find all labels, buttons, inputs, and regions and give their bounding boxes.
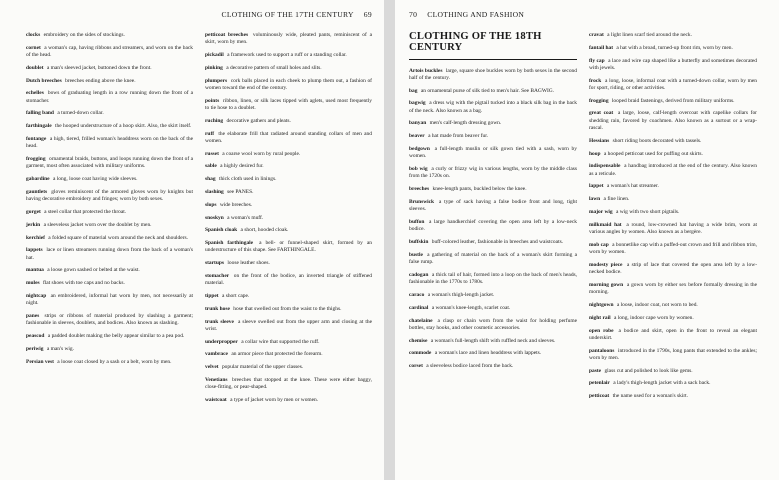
glossary-entry xyxy=(409,120,577,127)
glossary-term: cravat xyxy=(589,32,604,38)
glossary-entry xyxy=(589,302,757,309)
glossary-definition: looped braid fastenings, derived from military uniforms. xyxy=(611,97,735,104)
glossary-definition: a round, low-crowned hat having a wide brim, worn at various angles by women. Also known as a bergère. xyxy=(589,221,757,236)
glossary-entry xyxy=(205,227,372,234)
glossary-definition: loose leather shoes. xyxy=(227,260,270,267)
glossary-term: Spanish farthingale xyxy=(205,240,254,247)
glossary-entry xyxy=(589,110,757,132)
glossary-entry xyxy=(26,247,193,262)
glossary-definition: a framework used to support a ruff or a standing collar. xyxy=(227,52,347,59)
glossary-definition: a coarse wool worn by rural people. xyxy=(222,150,301,157)
glossary-entry xyxy=(409,305,577,312)
glossary-definition: large, square shoe buckles worn by both sexes in the second half of the century. xyxy=(409,67,577,81)
glossary-term: velvet xyxy=(205,364,219,371)
glossary-entry xyxy=(205,306,372,313)
glossary-term: open robe xyxy=(589,327,614,334)
glossary-entry xyxy=(409,199,577,214)
glossary-term: startups xyxy=(205,260,225,267)
glossary-definition: a lady's thigh-length jacket with a sack back. xyxy=(613,380,711,387)
glossary-entry xyxy=(409,239,577,246)
glossary-definition: a strip of lace that covered the open area left by a low-necked bodice. xyxy=(589,261,757,276)
glossary-entry xyxy=(205,273,372,288)
glossary-definition: a gathering of material on the back of a woman's skirt forming a false rump. xyxy=(409,251,577,266)
glossary-definition: the hooped understructure of a hoop skirt. Also, the skirt itself. xyxy=(55,123,192,130)
glossary-entry xyxy=(26,156,193,171)
glossary-entry xyxy=(205,377,372,392)
glossary-definition: a woman's cap, having ribbons and streamers, and worn on the back of the head. xyxy=(26,44,193,59)
glossary-term: nightgown xyxy=(589,302,614,308)
glossary-definition: a hooped petticoat used for puffing out skirts. xyxy=(603,150,703,157)
page-number: 69 xyxy=(363,10,372,19)
glossary-definition: a sleeveless bodice laced from the back. xyxy=(426,363,514,370)
glossary-term: Artois buckles xyxy=(409,67,443,74)
left-page xyxy=(0,0,384,480)
glossary-term: slashing xyxy=(205,188,224,195)
glossary-entry xyxy=(409,272,577,287)
glossary-entry xyxy=(26,32,193,39)
glossary-entry xyxy=(26,78,193,85)
glossary-term: underpropper xyxy=(205,338,238,345)
glossary-entry xyxy=(205,319,372,334)
glossary-definition: gloves reminiscent of the armored gloves worn by knights but having decorative embroidery and fringes; worn by both sexes. xyxy=(26,188,193,203)
glossary-entry xyxy=(205,163,372,170)
glossary-definition: a long, loose coat having wide sleeves. xyxy=(52,176,138,183)
glossary-definition: a man's wig. xyxy=(46,345,74,352)
glossary-term: gauntlets xyxy=(26,188,48,195)
glossary-entry xyxy=(26,222,193,229)
glossary-term: banyan xyxy=(409,120,427,127)
glossary-definition: breeches that stopped at the knee. These were either baggy, close-fitting, or pear-shaped. xyxy=(205,377,373,391)
glossary-entry xyxy=(205,176,372,183)
glossary-definition: decorative gathers and pleats. xyxy=(226,117,291,124)
glossary-definition: ornamental braids, buttons, and loops running down the front of a garment, most often associated with military uniforms. xyxy=(26,156,194,170)
glossary-definition: knee-length pants, buckled below the knee. xyxy=(432,186,527,193)
glossary-definition: a type of jacket worn by men or women. xyxy=(230,397,319,404)
glossary-term: Venetians xyxy=(205,377,228,384)
glossary-definition: a woman's hat streamer. xyxy=(606,183,659,190)
glossary-definition: an ornamental purse of silk tied to men's hair. See BAGWIG. xyxy=(420,87,555,94)
glossary-entry xyxy=(205,151,372,158)
glossary-entry xyxy=(26,359,193,366)
glossary-definition: hose that swelled out from the waist to the thighs. xyxy=(233,305,342,312)
glossary-term: panes xyxy=(26,313,40,320)
glossary-entry xyxy=(26,176,193,183)
glossary-definition: on the front of the bodice, an inverted triangle of stiffened material. xyxy=(205,273,373,287)
glossary-definition: a large, loose, calf-length overcoat with capelike collars for shedding rain, favored by coachmen. Also known as a surtout or a wrap-rascal. xyxy=(589,110,757,131)
glossary-term: indispensable xyxy=(589,163,621,170)
glossary-entry xyxy=(205,260,372,267)
glossary-term: frogging xyxy=(26,156,46,163)
glossary-entry xyxy=(26,293,193,308)
glossary-term: Hessians xyxy=(589,137,610,144)
glossary-term: cadogan xyxy=(409,271,429,278)
glossary-definition: a long, loose, informal coat with a turned-down collar, worn by men for sport, riding, or other activities. xyxy=(589,77,758,91)
glossary-definition: strips or ribbons of material produced by slashing a garment; fashionable in sleeves, doublets, and bodices. Also known as slashing. xyxy=(26,313,194,327)
glossary-term: trunk sleeve xyxy=(205,318,234,325)
chapter-title-line: CLOTHING OF THE 18TH xyxy=(409,31,542,42)
glossary-entry xyxy=(26,313,193,328)
glossary-term: snoskyn xyxy=(205,214,224,221)
glossary-term: petticoat breeches xyxy=(205,32,249,38)
running-head xyxy=(26,10,372,24)
glossary-term: periwig xyxy=(26,345,44,352)
glossary-entry xyxy=(409,88,577,95)
glossary-definition: a type of sack having a false bodice front and long, tight sleeves. xyxy=(409,198,577,213)
glossary-columns xyxy=(409,32,757,406)
glossary-definition: a large handkerchief covering the open area left by a low-neck bodice. xyxy=(409,219,578,233)
glossary-term: clocks xyxy=(26,32,41,38)
glossary-term: bob wig xyxy=(409,166,428,173)
glossary-term: bag xyxy=(409,87,418,94)
glossary-entry xyxy=(205,131,372,146)
glossary-entry xyxy=(26,346,193,353)
glossary-entry xyxy=(589,348,757,363)
glossary-definition: the elaborate frill that radiated around standing collars of men and women. xyxy=(205,130,372,144)
running-head-title: CLOTHING OF THE 17TH CENTURY xyxy=(221,10,354,19)
glossary-entry xyxy=(409,363,577,370)
glossary-term: bustle xyxy=(409,251,423,258)
glossary-term: hoop xyxy=(589,150,601,157)
glossary-entry xyxy=(26,65,193,72)
glossary-definition: a collar wire that supported the ruff. xyxy=(241,338,320,345)
glossary-term: night rail xyxy=(589,314,611,321)
glossary-entry xyxy=(589,45,757,52)
glossary-term: jerkin xyxy=(26,221,41,228)
glossary-definition: wide breeches. xyxy=(219,201,253,208)
glossary-term: fontange xyxy=(26,136,47,143)
glossary-definition: a hat made from beaver fur. xyxy=(428,133,489,140)
glossary-definition: cork balls placed in each cheek to plump them out, a fashion of women toward the end of the century. xyxy=(205,77,372,91)
glossary-term: gorget xyxy=(26,209,41,216)
glossary-definition: an armor piece that protected the forearm. xyxy=(231,351,323,358)
glossary-term: ruching xyxy=(205,117,224,124)
glossary-definition: a wig with two short pigtails. xyxy=(615,209,680,216)
glossary-term: cornet xyxy=(26,44,41,51)
glossary-entry xyxy=(205,215,372,222)
glossary-term: waistcoat xyxy=(205,397,227,404)
glossary-definition: a woman's thigh-length jacket. xyxy=(427,291,495,298)
running-head xyxy=(409,10,757,24)
glossary-term: fly cap xyxy=(589,57,605,64)
glossary-definition: a curly or frizzy wig in various lengths, worn by the middle class from the 1720s on. xyxy=(409,166,578,180)
glossary-term: Brunswick xyxy=(409,198,435,205)
glossary-term: modesty piece xyxy=(589,261,623,268)
glossary-definition: a gown worn by either sex before formally dressing in the morning. xyxy=(589,281,758,296)
glossary-definition: a highly desired fur. xyxy=(220,163,264,170)
glossary-term: corset xyxy=(409,363,423,370)
glossary-definition: a woman's lace and linen headdress with lappets. xyxy=(434,350,542,357)
glossary-entry xyxy=(589,196,757,203)
glossary-definition: a folded square of material worn around the neck and shoulders. xyxy=(48,234,188,241)
glossary-entry xyxy=(26,235,193,242)
glossary-term: gabardine xyxy=(26,176,50,183)
glossary-entry xyxy=(26,110,193,117)
glossary-entry xyxy=(589,151,757,158)
glossary-entry xyxy=(589,282,757,297)
glossary-term: falling band xyxy=(26,110,54,117)
glossary-entry xyxy=(409,166,577,181)
glossary-definition: see PANES. xyxy=(227,188,254,195)
glossary-definition: short riding boots decorated with tassels. xyxy=(612,137,702,144)
glossary-term: caraco xyxy=(409,291,425,298)
title-rule xyxy=(409,59,577,60)
glossary-term: points xyxy=(205,97,220,104)
glossary-term: mules xyxy=(26,280,40,287)
glossary-definition: thick cloth used in linings. xyxy=(218,176,277,183)
glossary-entry xyxy=(409,68,577,83)
glossary-definition: a woman's knee-length, scarlet coat. xyxy=(431,304,511,311)
glossary-definition: a loose, indoor coat, not worn to bed. xyxy=(616,302,698,308)
glossary-term: Persian vest xyxy=(26,358,54,365)
glossary-definition: embroidery on the sides of stockings. xyxy=(43,32,125,38)
glossary-entry xyxy=(409,292,577,299)
glossary-entry xyxy=(205,351,372,358)
glossary-term: lappet xyxy=(589,183,604,190)
glossary-term: chemise xyxy=(409,337,428,344)
glossary-entry xyxy=(409,219,577,234)
glossary-definition: a long, indoor cape worn by women. xyxy=(613,314,694,321)
glossary-definition: a decorative pattern of small holes and slits. xyxy=(226,64,322,71)
glossary-term: pinking xyxy=(205,64,223,71)
glossary-entry xyxy=(205,240,372,255)
glossary-term: cardinal xyxy=(409,304,429,311)
glossary-entry xyxy=(205,189,372,196)
glossary-entry xyxy=(205,202,372,209)
glossary-entry xyxy=(409,252,577,267)
glossary-term: fantail hat xyxy=(589,44,614,51)
glossary-entry xyxy=(589,328,757,343)
glossary-term: farthingale xyxy=(26,123,52,130)
glossary-term: ruff xyxy=(205,130,215,137)
glossary-entry xyxy=(589,209,757,216)
glossary-entry xyxy=(589,183,757,190)
glossary-term: paste xyxy=(589,367,602,374)
glossary-entry xyxy=(205,52,372,59)
glossary-definition: a bell- or funnel-shaped skirt, formed by an understructure of this shape. See FARTHINGALE. xyxy=(205,240,372,254)
glossary-entry xyxy=(589,393,757,400)
glossary-entry xyxy=(589,368,757,375)
right-page xyxy=(395,0,779,480)
glossary-term: slops xyxy=(205,201,217,208)
glossary-term: trunk hose xyxy=(205,305,230,312)
glossary-definition: a fine linen. xyxy=(603,196,630,203)
glossary-definition: buff-colored leather, fashionable in breeches and waistcoats. xyxy=(431,239,564,246)
glossary-entry xyxy=(589,98,757,105)
glossary-entry xyxy=(205,65,372,72)
glossary-definition: voluminously wide, pleated pants, reminiscent of a skirt, worn by men. xyxy=(205,32,372,46)
page-number: 70 xyxy=(409,10,418,19)
glossary-entry xyxy=(409,100,577,115)
glossary-definition: a woman's full-length shift with ruffled neck and sleeves. xyxy=(430,337,556,344)
glossary-entry xyxy=(409,186,577,193)
glossary-term: Spanish cloak xyxy=(205,227,238,234)
glossary-definition: a sleeveless jacket worn over the doublet by men. xyxy=(43,221,152,228)
glossary-definition: a steel collar that protected the throat. xyxy=(44,209,127,216)
glossary-term: beaver xyxy=(409,133,425,140)
glossary-definition: popular material of the upper classes. xyxy=(221,364,304,371)
glossary-term: lappets xyxy=(26,247,43,254)
glossary-definition: a woman's muff. xyxy=(227,214,264,221)
glossary-entry xyxy=(26,45,193,60)
glossary-term: breeches xyxy=(409,186,430,193)
glossary-entry xyxy=(26,90,193,105)
glossary-entry xyxy=(26,333,193,340)
glossary-definition: a loose gown sashed or belted at the waist. xyxy=(47,267,140,274)
glossary-entry xyxy=(589,163,757,178)
glossary-term: tippet xyxy=(205,293,219,300)
glossary-definition: a turned-down collar. xyxy=(57,110,104,117)
glossary-entry xyxy=(409,350,577,357)
glossary-term: russet xyxy=(205,150,219,157)
glossary-term: major wig xyxy=(589,209,613,216)
glossary-entry xyxy=(26,189,193,204)
glossary-entry xyxy=(205,32,372,47)
glossary-definition: a bodice and skirt, open in the front to reveal an elegant underskirt. xyxy=(589,327,758,341)
glossary-entry xyxy=(26,209,193,216)
glossary-definition: a sleeve swelled out from the upper arm and closing at the wrist. xyxy=(205,318,372,332)
glossary-entry xyxy=(409,338,577,345)
glossary-entry xyxy=(26,136,193,151)
glossary-entry xyxy=(26,280,193,287)
glossary-term: chatelaine xyxy=(409,317,433,324)
glossary-term: stomacher xyxy=(205,273,230,279)
glossary-term: doublet xyxy=(26,64,44,71)
glossary-entry xyxy=(589,315,757,322)
glossary-entry xyxy=(205,397,372,404)
glossary-definition: glass cut and polished to look like gems. xyxy=(604,367,693,374)
glossary-term: bedgown xyxy=(409,146,430,153)
glossary-term: echelles xyxy=(26,90,44,97)
glossary-definition: a light linen scarf tied around the neck. xyxy=(607,32,693,38)
glossary-definition: introduced in the 1790s, long pants that extended to the ankles; worn by men. xyxy=(589,347,757,361)
glossary-definition: breeches ending above the knee. xyxy=(65,77,136,84)
glossary-term: petenlair xyxy=(589,380,610,387)
glossary-term: pantaloons xyxy=(589,347,615,354)
glossary-definition: a thick tail of hair, formed into a loop on the back of men's heads, fashionable in the 1770s to 1780s. xyxy=(409,271,578,286)
glossary-entry xyxy=(409,133,577,140)
glossary-entry xyxy=(205,339,372,346)
glossary-term: peascod xyxy=(26,333,45,340)
glossary-term: morning gown xyxy=(589,281,624,288)
glossary-term: vambrace xyxy=(205,351,228,358)
glossary-entry xyxy=(589,78,757,93)
glossary-definition: a bonnetlike cap with a puffed-out crown and frill and ribbon trim, worn by women. xyxy=(589,241,758,256)
glossary-entry xyxy=(589,380,757,387)
glossary-term: plumpers xyxy=(205,77,228,84)
glossary-definition: a padded doublet making the belly appear similar to a pea pod. xyxy=(47,333,185,340)
glossary-column-1 xyxy=(26,32,193,410)
glossary-definition: a clasp or chain worn from the waist for holding perfume bottles, stay hooks, and other cosmetic accessories. xyxy=(409,317,577,331)
glossary-term: frock xyxy=(589,77,602,84)
glossary-definition: a handbag introduced at the end of the century. Also known as a reticule. xyxy=(589,163,758,177)
glossary-term: mob cap xyxy=(589,241,609,248)
glossary-definition: a high, tiered, frilled woman's headdress worn on the back of the head. xyxy=(26,136,194,150)
glossary-term: buffskin xyxy=(409,239,429,246)
glossary-definition: a loose coat closed by a sash or a belt, worn by men. xyxy=(57,358,172,365)
glossary-term: frogging xyxy=(589,97,609,104)
glossary-term: nightcap xyxy=(26,293,47,300)
glossary-definition: an embroidered, informal hat worn by men, not necessarily at night. xyxy=(26,293,194,307)
glossary-term: milkmaid hat xyxy=(589,221,622,228)
glossary-entry xyxy=(589,222,757,237)
glossary-entry xyxy=(205,293,372,300)
glossary-term: great coat xyxy=(589,110,614,117)
glossary-entry xyxy=(205,98,372,113)
glossary-definition: a hat with a broad, turned-up front rim, worn by men. xyxy=(616,44,733,51)
glossary-definition: a lace and wire cap shaped like a butterfly and sometimes decorated with jewels. xyxy=(589,57,758,71)
glossary-definition: a short cape. xyxy=(221,293,250,300)
glossary-column-2 xyxy=(205,32,372,410)
glossary-term: buffon xyxy=(409,219,425,226)
glossary-definition: a short, hooded cloak. xyxy=(240,227,289,234)
glossary-entry xyxy=(409,318,577,333)
glossary-term: petticoat xyxy=(589,393,610,400)
glossary-entry xyxy=(589,32,757,39)
glossary-term: lawn xyxy=(589,196,601,203)
chapter-title xyxy=(409,32,577,54)
glossary-entry xyxy=(26,267,193,274)
glossary-term: kerchief xyxy=(26,234,45,241)
glossary-entry xyxy=(589,58,757,73)
glossary-columns xyxy=(26,32,372,410)
glossary-term: bagwig xyxy=(409,100,426,107)
glossary-column-1 xyxy=(409,32,577,406)
glossary-term: sable xyxy=(205,163,217,170)
glossary-definition: lace or linen streamers running down from the back of a woman's hat. xyxy=(26,247,194,261)
glossary-entry xyxy=(409,146,577,161)
glossary-term: pickadil xyxy=(205,52,224,59)
glossary-entry xyxy=(589,262,757,277)
glossary-definition: flat shoes with toe caps and no backs. xyxy=(42,280,125,287)
glossary-term: Dutch breeches xyxy=(26,77,62,84)
glossary-term: shag xyxy=(205,176,216,183)
glossary-entry xyxy=(589,242,757,257)
glossary-column-2 xyxy=(589,32,757,406)
glossary-entry xyxy=(26,123,193,130)
glossary-definition: the name used for a woman's skirt. xyxy=(612,393,689,400)
chapter-title-line: CENTURY xyxy=(409,41,463,53)
glossary-term: mantua xyxy=(26,267,44,274)
glossary-definition: a dress wig with the pigtail tucked into a black silk bag in the back of the neck. Also known as a bag. xyxy=(409,100,577,114)
glossary-definition: men's calf-length dressing gown. xyxy=(429,120,502,127)
glossary-definition: ribbon, linen, or silk laces tipped with aglets, used most frequently to tie hose to a doublet. xyxy=(205,97,372,111)
glossary-entry xyxy=(205,78,372,93)
running-head-title: CLOTHING AND FASHION xyxy=(427,10,525,19)
glossary-entry xyxy=(205,118,372,125)
glossary-entry xyxy=(205,364,372,371)
glossary-definition: a man's sleeved jacket, buttoned down the front. xyxy=(46,64,152,71)
glossary-entry xyxy=(589,138,757,145)
glossary-definition: a full-length muslin or silk gown tied with a sash, worn by women. xyxy=(409,146,577,160)
glossary-definition: bows of graduating length in a row running down the front of a stomacher. xyxy=(26,90,194,104)
glossary-term: commode xyxy=(409,350,432,357)
